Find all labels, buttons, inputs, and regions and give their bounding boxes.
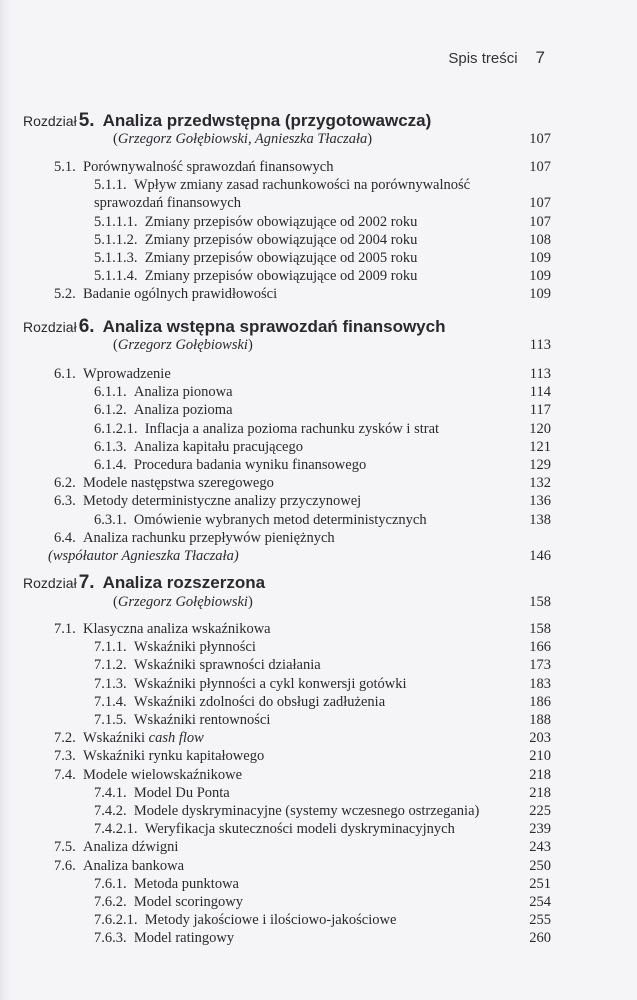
entry-number: 6.3. (54, 493, 76, 510)
entry-page-number: 158 (529, 621, 551, 637)
entry-title: Wskaźniki zdolności do obsługi zadłużenia (133, 693, 386, 710)
entry-title: Modele następstwa szeregowego (83, 475, 274, 492)
entry-title: sprawozdań finansowych (94, 195, 241, 212)
entry-title: Procedura badania wyniku finansowego (133, 457, 367, 473)
entry-page-number: 136 (529, 493, 551, 510)
paren-open: ( (113, 594, 118, 610)
entry-page-number: 255 (529, 912, 551, 929)
entry-page-number: 188 (529, 712, 551, 728)
entry-page-number: 203 (529, 730, 551, 747)
paren-close: ) (247, 337, 253, 353)
entry-page-number: 121 (529, 438, 551, 455)
paren-open: ( (113, 337, 118, 353)
entry-page-number: 251 (529, 875, 551, 892)
entry-page-number: 173 (529, 657, 551, 674)
chapter-number: 7. (78, 572, 95, 593)
entry-page-number: 113 (529, 366, 551, 382)
entry-page-number: 225 (529, 803, 551, 819)
entry-number: 6.3.1. (94, 511, 127, 528)
chapter-authors: Grzegorz Gołębiowski (117, 337, 248, 353)
chapter-number: 6. (78, 316, 95, 337)
chapter-label: Rozdział (23, 113, 77, 129)
entry-title: Weryfikacja skuteczności modeli dyskryminacyjnych (144, 821, 455, 838)
entry-number: 7.6. (54, 857, 76, 874)
entry-page-number: 114 (529, 384, 551, 401)
entry-title: Model Du Ponta (133, 784, 230, 801)
entry-page-number: 108 (529, 231, 551, 248)
chapter-title: Analiza rozszerzona (102, 573, 266, 592)
entry-title: Zmiany przepisów obowiązujące od 2005 roku (144, 250, 418, 266)
chapter-page-number: 158 (529, 594, 551, 610)
entry-number: 7.5. (54, 839, 76, 856)
entry-number: 7.1.1. (94, 639, 127, 656)
entry-number: 6.1.1. (94, 384, 127, 401)
entry-page-number: 109 (529, 268, 551, 285)
entry-number: 6.2. (54, 475, 76, 492)
entry-number: 7.1.5. (94, 712, 127, 728)
entry-number: 6.1. (54, 366, 76, 382)
entry-number: 5.1. (54, 159, 76, 175)
entry-title: Badanie ogólnych prawidłowości (83, 286, 278, 303)
entry-number: 7.3. (54, 748, 76, 765)
entry-page-number: 120 (529, 420, 551, 437)
entry-number: 7.1.4. (94, 693, 127, 710)
entry-page-number: 218 (529, 766, 551, 783)
entry-number: 7.4.1. (94, 784, 127, 801)
entry-title: Analiza rachunku przepływów pieniężnych (83, 529, 335, 546)
entry-title: Wskaźniki sprawności działania (133, 657, 321, 674)
entry-page-number: 109 (529, 250, 551, 266)
entry-title: Klasyczna analiza wskaźnikowa (83, 621, 271, 637)
entry-page-number: 109 (529, 286, 551, 303)
entry-page-number: 243 (529, 839, 551, 856)
entry-title: Wskaźniki rentowności (133, 712, 271, 728)
paren-close: ) (247, 594, 253, 610)
entry-page-number: 250 (529, 857, 551, 874)
entry-page-number: 183 (529, 675, 551, 692)
entry-number: 7.6.1. (94, 875, 127, 892)
entry-page-number: 107 (529, 195, 551, 212)
entry-page-number: 129 (529, 457, 551, 473)
chapter-title: Analiza wstępna sprawozdań finansowych (102, 317, 446, 336)
entry-number: 7.1. (54, 621, 76, 637)
entry-title: Inflacja a analiza pozioma rachunku zysków i strat (144, 420, 440, 437)
entry-page-number: 260 (529, 930, 551, 947)
chapter-page-number: 113 (529, 337, 551, 353)
entry-title: Model ratingowy (133, 930, 235, 947)
entry-number: 7.6.2.1. (94, 912, 138, 929)
entry-title: (współautor Agnieszka Tłaczała) (48, 548, 239, 564)
page-edge-shadow (0, 0, 10, 1000)
chapter-title: Analiza przedwstępna (przygotowawcza) (102, 111, 432, 130)
entry-number: 7.1.2. (94, 657, 127, 674)
entry-title: Model scoringowy (133, 894, 244, 910)
header-section-title: Spis treści (448, 50, 518, 67)
entry-number: 5.1.1.1. (94, 213, 138, 230)
entry-number: 7.4. (54, 766, 76, 783)
entry-page-number: 218 (529, 784, 551, 801)
entry-title: Wskaźniki płynności (133, 639, 256, 656)
entry-page-number: 186 (529, 693, 551, 710)
entry-number: 5.1.1.4. (94, 268, 138, 285)
entry-number: 7.4.2. (94, 803, 127, 819)
entry-title: Metody jakościowe i ilościowo-jakościowe (144, 912, 397, 929)
entry-number: 5.1.1. (94, 177, 127, 194)
chapter-authors: Grzegorz Gołębiowski, Agnieszka Tłaczała (117, 131, 368, 147)
entry-page-number: 146 (529, 548, 551, 564)
entry-title: Wskaźniki cash flow (83, 730, 204, 747)
entry-number: 6.1.3. (94, 438, 127, 455)
chapter-label: Rozdział (23, 319, 77, 335)
entry-number: 7.6.3. (94, 930, 127, 947)
entry-title: Metody deterministyczne analizy przyczynowej (83, 493, 362, 510)
entry-page-number: 166 (529, 639, 551, 656)
chapter-label: Rozdział (23, 575, 77, 591)
entry-page-number: 107 (529, 159, 551, 175)
entry-number: 7.6.2. (94, 894, 127, 910)
entry-page-number: 210 (529, 748, 551, 765)
entry-title: Wskaźniki płynności a cykl konwersji gotówki (133, 675, 407, 692)
entry-title: Analiza pionowa (133, 384, 233, 401)
entry-number: 7.1.3. (94, 675, 127, 692)
entry-title: Wprowadzenie (83, 366, 171, 382)
chapter-number: 5. (78, 110, 95, 131)
entry-title: Metoda punktowa (133, 875, 239, 892)
entry-title: Zmiany przepisów obowiązujące od 2004 roku (144, 231, 418, 248)
entry-number: 6.1.4. (94, 457, 127, 473)
entry-page-number: 132 (529, 475, 551, 492)
entry-title: Analiza dźwigni (83, 839, 179, 856)
paren-open: ( (113, 131, 118, 147)
entry-title: Wpływ zmiany zasad rachunkowości na porównywalność (133, 177, 471, 194)
entry-page-number: 239 (529, 821, 551, 838)
entry-title: Analiza bankowa (83, 857, 185, 874)
paren-close: ) (367, 131, 373, 147)
entry-number: 5.2. (54, 286, 76, 303)
entry-title: Zmiany przepisów obowiązujące od 2009 roku (144, 268, 418, 285)
entry-number: 5.1.1.3. (94, 250, 138, 266)
entry-title: Zmiany przepisów obowiązujące od 2002 roku (144, 213, 418, 230)
entry-page-number: 254 (529, 894, 551, 910)
entry-number: 6.1.2.1. (94, 420, 138, 437)
entry-number: 6.4. (54, 529, 76, 546)
entry-title: Analiza pozioma (133, 402, 233, 419)
entry-title: Porównywalność sprawozdań finansowych (83, 159, 334, 175)
running-header (448, 48, 545, 68)
entry-title: Modele wielowskaźnikowe (83, 766, 243, 783)
chapter-page-number: 107 (529, 131, 551, 147)
entry-number: 6.1.2. (94, 402, 127, 419)
entry-title: Modele dyskryminacyjne (systemy wczesnego ostrzegania) (133, 803, 480, 819)
entry-title: Omówienie wybranych metod deterministycznych (133, 511, 427, 528)
entry-page-number: 107 (529, 213, 551, 230)
entry-page-number: 138 (529, 511, 551, 528)
chapter-authors: Grzegorz Gołębiowski (117, 594, 248, 610)
entry-number: 7.2. (54, 730, 76, 747)
entry-title: Wskaźniki rynku kapitałowego (83, 748, 265, 765)
entry-page-number: 117 (529, 402, 551, 419)
entry-title: Analiza kapitału pracującego (133, 438, 303, 455)
entry-number: 5.1.1.2. (94, 231, 138, 248)
header-page-number: 7 (535, 48, 545, 67)
entry-number: 7.4.2.1. (94, 821, 138, 838)
